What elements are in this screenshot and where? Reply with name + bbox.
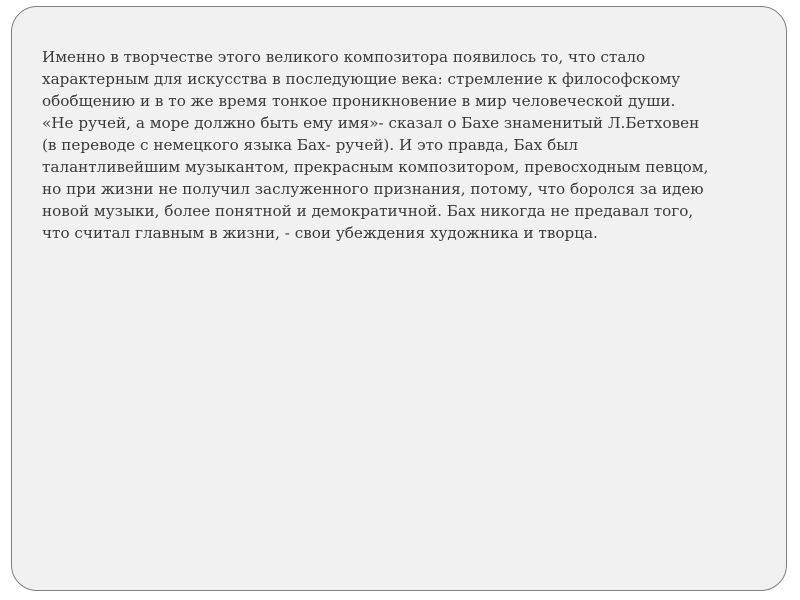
text-line-2: характерным для искусства в последующие века: стремление к философскому <box>42 70 681 88</box>
text-line-4: «Не ручей, а море должно быть ему имя»- сказал о Бахе знаменитый Л.Бетховен <box>42 114 700 132</box>
text-line-8: новой музыки, более понятной и демократичной. Бах никогда не предавал того, <box>42 202 694 220</box>
text-line-9: что считал главным в жизни, - свои убеждения художника и творца. <box>42 224 598 242</box>
text-line-5: (в переводе с немецкого языка Бах- ручей). И это правда, Бах был <box>42 136 578 154</box>
text-line-7: но при жизни не получил заслуженного признания, потому, что боролся за идею <box>42 180 704 198</box>
text-line-3: обобщению и в то же время тонкое проникновение в мир человеческой души. <box>42 92 676 110</box>
text-line-6: талантливейшим музыкантом, прекрасным композитором, превосходным певцом, <box>42 158 709 176</box>
text-line-1: Именно в творчестве этого великого композитора появилось то, что стало <box>42 48 646 66</box>
body-text <box>42 46 777 244</box>
